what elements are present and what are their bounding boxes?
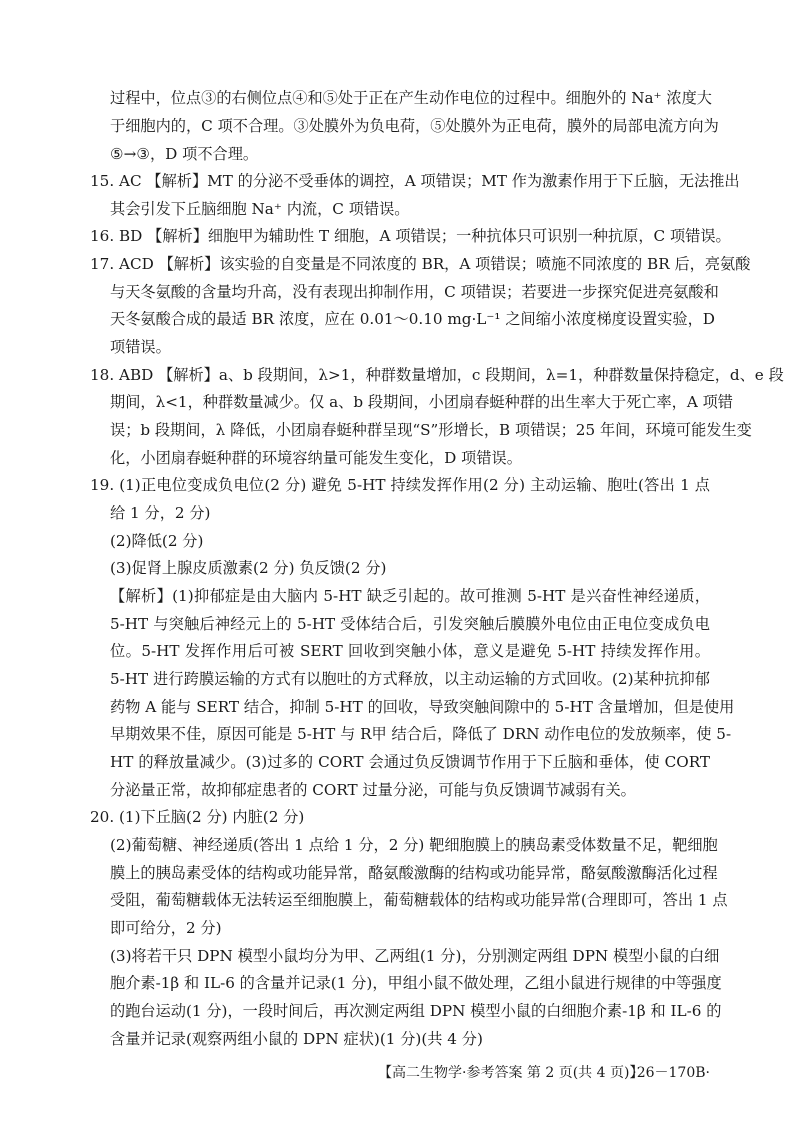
text-line: 5-HT 与突触后神经元上的 5-HT 受体结合后，引发突触后膜膜外电位由正电位变成负电 bbox=[110, 615, 710, 633]
text-line: 即可给分，2 分) bbox=[110, 919, 222, 937]
text-line: 【解析】(1)抑郁症是由大脑内 5-HT 缺乏引起的。故可推测 5-HT 是兴奋性神经递质， bbox=[110, 587, 710, 605]
text-line: HT 的释放量减少。(3)过多的 CORT 会通过负反馈调节作用于下丘脑和垂体，使 CORT bbox=[110, 753, 710, 771]
text-line: 胞介素-1β 和 IL-6 的含量并记录(1 分)，甲组小鼠不做处理，乙组小鼠进行规律的中等强度 bbox=[110, 974, 722, 992]
text-line: (2)降低(2 分) bbox=[110, 532, 204, 550]
text-line: 项错误。 bbox=[110, 338, 171, 356]
text-line: 位。5-HT 发挥作用后可被 SERT 回收到突触小体，意义是避免 5-HT 持续发挥作用。 bbox=[110, 642, 710, 660]
text-line: 分泌量正常，故抑郁症患者的 CORT 过量分泌，可能与负反馈调节减弱有关。 bbox=[110, 781, 636, 799]
text-line: 受阻，葡萄糖载体无法转运至细胞膜上，葡萄糖载体的结构或功能异常(合理即可，答出 1 点 bbox=[110, 891, 728, 909]
page-footer bbox=[110, 1062, 710, 1084]
text-line: ⑤→③，D 项不合理。 bbox=[110, 145, 259, 163]
text-line: 20. (1)下丘脑(2 分) 内脏(2 分) bbox=[90, 808, 305, 826]
text-line: 17. ACD 【解析】该实验的自变量是不同浓度的 BR，A 项错误；喷施不同浓度的 BR 后，亮氨酸 bbox=[90, 255, 751, 273]
text-line: 误；b 段期间，λ 降低，小团扇春蜓种群呈现“S”形增长，B 项错误；25 年间，环境可能发生变 bbox=[110, 421, 752, 439]
text-line: 19. (1)正电位变成负电位(2 分) 避免 5-HT 持续发挥作用(2 分) 主动运输、胞吐(答出 1 点 bbox=[90, 476, 710, 494]
text-line: 期间，λ<1，种群数量减少。仅 a、b 段期间，小团扇春蜓种群的出生率大于死亡率，A 项错 bbox=[110, 393, 733, 411]
text-line: 的跑台运动(1 分)，一段时间后，再次测定两组 DPN 模型小鼠的白细胞介素-1β 和 IL-6 的 bbox=[110, 1002, 722, 1020]
text-line: (3)促肾上腺皮质激素(2 分) 负反馈(2 分) bbox=[110, 559, 387, 577]
footer-code: ·26－170B· bbox=[632, 1065, 710, 1081]
text-line: 含量并记录(观察两组小鼠的 DPN 症状)(1 分)(共 4 分) bbox=[110, 1030, 483, 1048]
text-line: (2)葡萄糖、神经递质(答出 1 点给 1 分，2 分) 靶细胞膜上的胰岛素受体数量不足，靶细胞 bbox=[110, 836, 718, 854]
text-line: 16. BD 【解析】细胞甲为辅助性 T 细胞，A 项错误；一种抗体只可识别一种抗原，C 项错误。 bbox=[90, 227, 731, 245]
text-line: (3)将若干只 DPN 模型小鼠均分为甲、乙两组(1 分)，分别测定两组 DPN 模型小鼠的白细 bbox=[110, 947, 720, 965]
text-line: 化，小团扇春蜓种群的环境容纳量可能发生变化，D 项错误。 bbox=[110, 449, 522, 467]
text-line: 过程中，位点③的右侧位点④和⑤处于正在产生动作电位的过程中。细胞外的 Na⁺ 浓度大 bbox=[110, 89, 712, 107]
text-line: 其会引发下丘脑细胞 Na⁺ 内流，C 项错误。 bbox=[110, 200, 410, 218]
text-line: 天冬氨酸合成的最适 BR 浓度，应在 0.01～0.10 mg·L⁻¹ 之间缩小浓度梯度设置实验，D bbox=[110, 310, 715, 328]
text-line: 于细胞内的，C 项不合理。③处膜外为负电荷，⑤处膜外为正电荷，膜外的局部电流方向为 bbox=[110, 117, 719, 135]
text-line: 18. ABD 【解析】a、b 段期间，λ>1，种群数量增加，c 段期间，λ=1，种群数量保持稳定，d、e 段 bbox=[90, 366, 784, 384]
text-line: 5-HT 进行跨膜运输的方式有以胞吐的方式释放，以主动运输的方式回收。(2)某种抗抑郁 bbox=[110, 670, 710, 688]
text-line: 药物 A 能与 SERT 结合，抑制 5-HT 的回收，导致突触间隙中的 5-HT 含量增加，但是使用 bbox=[110, 698, 735, 716]
text-line: 15. AC 【解析】MT 的分泌不受垂体的调控，A 项错误；MT 作为激素作用于下丘脑，无法推出 bbox=[90, 172, 740, 190]
text-line: 膜上的胰岛素受体的结构或功能异常，酪氨酸激酶的结构或功能异常，酪氨酸激酶活化过程 bbox=[110, 864, 718, 882]
text-line: 早期效果不佳，原因可能是 5-HT 与 R甲 结合后，降低了 DRN 动作电位的发放频率，使 5- bbox=[110, 725, 732, 743]
text-line: 给 1 分，2 分) bbox=[110, 504, 211, 522]
text-line: 与天冬氨酸的含量均升高，没有表现出抑制作用，C 项错误；若要进一步探究促进亮氨酸和 bbox=[110, 283, 719, 301]
footer-title: 【高二生物学·参考答案 第 2 页(共 4 页)】 bbox=[378, 1065, 644, 1081]
